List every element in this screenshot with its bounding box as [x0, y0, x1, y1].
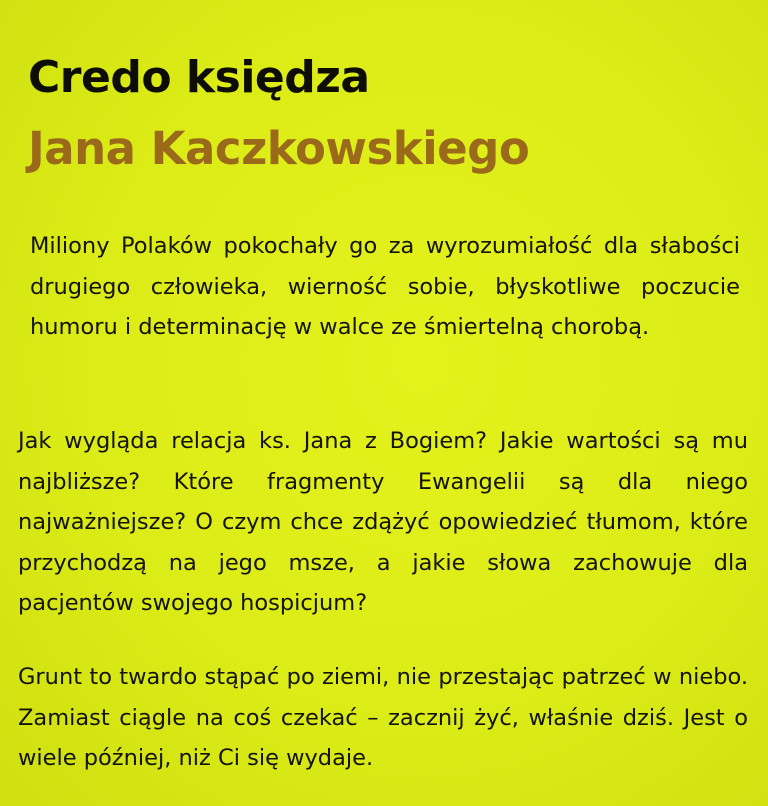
description-paragraph-2: Jak wygląda relacja ks. Jana z Bogiem? Jakie wartości są mu najbliższe? Które fragmenty Ewangelii są dla niego najważniejsze? O czym chce zdążyć opowiedzieć tłumom, które przychodzą na jego msze, a jakie słowa zachowuje dla pacjentów swojego hospicjum?	[18, 428, 748, 616]
description-paragraph-3: Grunt to twardo stąpać po ziemi, nie przestając patrzeć w niebo. Zamiast ciągle na coś czekać – zacznij żyć, właśnie dziś. Jest o wiele później, niż Ci się wydaje.	[18, 664, 748, 771]
title-line-1: Credo księdza	[28, 52, 370, 103]
description-paragraph-1: Miliony Polaków pokochały go za wyrozumiałość dla słabości drugiego człowieka, wierność sobie, błyskotliwe poczucie humoru i determinację w walce ze śmiertelną chorobą.	[30, 233, 740, 340]
title-line-2: Jana Kaczkowskiego	[28, 122, 530, 175]
